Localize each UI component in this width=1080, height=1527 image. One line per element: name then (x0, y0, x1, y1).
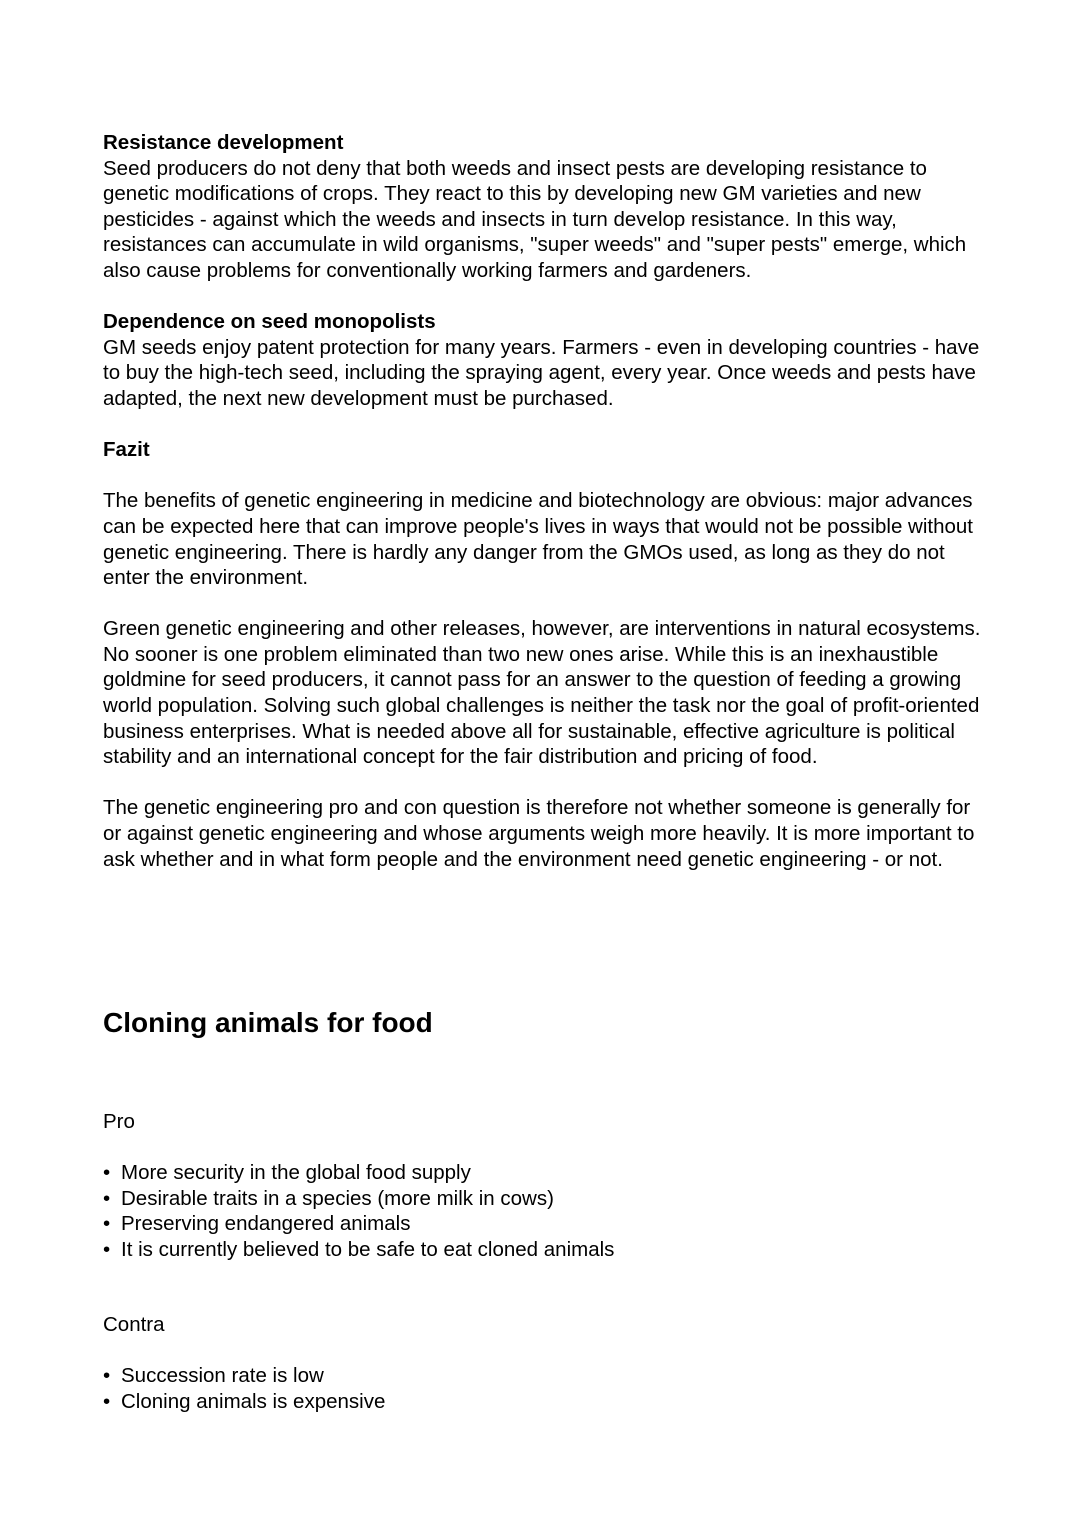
bullet-icon: • (103, 1186, 111, 1210)
list-item: • It is currently believed to be safe to eat cloned animals (103, 1237, 615, 1261)
document-body (103, 130, 993, 872)
section-heading: Fazit (103, 438, 150, 462)
conclusion-paragraph: The genetic engineering pro and con question is therefore not whether someone is generally for or against genetic engineering and whose arguments weigh more heavily. It is more important to ask whether and in what form people and the environment need genetic engineering - or not. (103, 796, 975, 871)
bullet-icon: • (103, 1364, 111, 1387)
pro-label: Pro (103, 1110, 135, 1133)
conclusion-paragraph: The benefits of genetic engineering in medicine and biotechnology are obvious: major advances can be expected here that can improve people's lives in ways that would not be possible without genetic engineering. There is hardly any danger from the GMOs used, as long as they do not enter the environment. (103, 489, 973, 590)
list-item: • More security in the global food supply (103, 1161, 471, 1184)
section-heading: Resistance development (103, 131, 344, 154)
contra-label: Contra (103, 1313, 165, 1336)
list-item: • Succession rate is low (103, 1364, 324, 1387)
cloning-title: Cloning animals for food (103, 1007, 433, 1038)
bullet-icon: • (103, 1237, 111, 1261)
conclusion-paragraph: Green genetic engineering and other releases, however, are interventions in natural ecosystems. No sooner is one problem eliminated than two new ones arise. While this is an inexhaustible goldmine for seed producers, it cannot pass for an answer to the question of feeding a growing world population. Solving such global challenges is neither the task nor the goal of profit-oriented business enterprises. What is needed above all for sustainable, effective agriculture is political stability and an international concept for the fair distribution and pricing of food. (103, 617, 981, 769)
section-dependence-on-seed-monopolists (103, 309, 993, 411)
section-paragraph: GM seeds enjoy patent protection for many years. Farmers - even in developing countries - have to buy the high-tech seed, including the spraying agent, every year. Once weeds and pests have adapted, the next new development must be purchased. (103, 335, 980, 410)
section-resistance-development (103, 130, 993, 284)
section-paragraph: Seed producers do not deny that both weeds and insect pests are developing resistance to genetic modifications of crops. They react to this by developing new GM varieties and new pesticides - against which the weeds and insects in turn develop resistance. In this way, resistances can accumulate in wild organisms, "super weeds" and "super pests" emerge, which also cause problems for conventionally working farmers and gardeners. (103, 156, 967, 282)
list-item: • Preserving endangered animals (103, 1212, 411, 1236)
list-item: • Desirable traits in a species (more milk in cows) (103, 1186, 554, 1210)
section-fazit (103, 437, 993, 872)
bullet-icon: • (103, 1212, 111, 1236)
list-item: • Cloning animals is expensive (103, 1389, 386, 1413)
bullet-icon: • (103, 1161, 111, 1184)
pro-list (103, 1160, 614, 1262)
contra-list (103, 1363, 385, 1414)
section-heading: Dependence on seed monopolists (103, 310, 436, 334)
bullet-icon: • (103, 1389, 111, 1413)
